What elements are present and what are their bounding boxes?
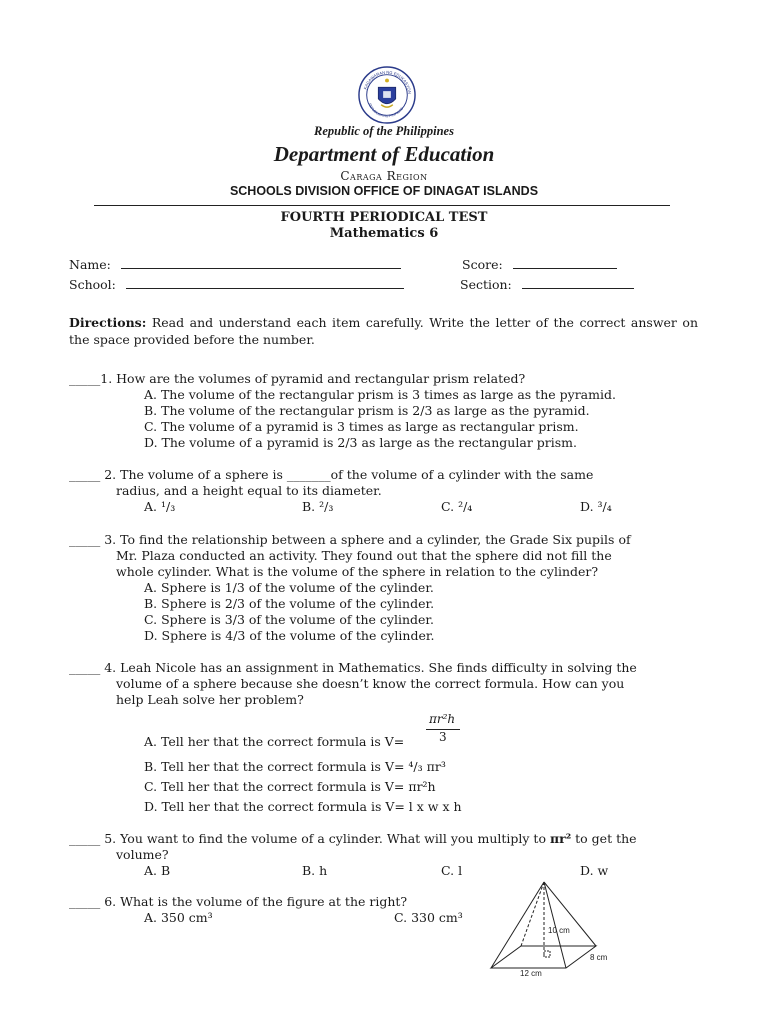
answer-blank[interactable]: _____ [69,831,101,846]
q3-option-c: C. Sphere is 3/3 of the volume of the cylinder. [144,612,434,627]
directions-label: Directions: [69,315,147,330]
q1-option-b: B. The volume of the rectangular prism is 2/3 as large as the pyramid. [144,403,590,418]
section-label: Section: [460,277,512,292]
directions [69,314,698,348]
question-4-stem-line3: help Leah solve her problem? [116,692,304,707]
q3-option-d: D. Sphere is 4/3 of the volume of the cylinder. [144,628,435,643]
answer-blank[interactable]: _____ [69,371,101,386]
formula-numerator: πr²h [429,712,456,726]
region-heading: Caraga Region [340,169,428,183]
answer-blank[interactable]: _____ [69,894,101,909]
q4-option-a: A. Tell her that the correct formula is V= [144,734,405,749]
question-4-stem-line2: volume of a sphere because she doesn’t know the correct formula. How can you [116,676,625,691]
question-4-stem: _____ 4. Leah Nicole has an assignment in Mathematics. She finds difficulty in solving the [69,660,637,675]
name-label: Name: [69,257,111,272]
deped-seal-logo [358,66,416,124]
question-6-stem: _____ 6. What is the volume of the figure at the right? [69,894,408,909]
score-field [462,257,617,272]
q4-option-d: D. Tell her that the correct formula is V= l x w x h [144,799,462,814]
q3-option-a: A. Sphere is 1/3 of the volume of the cylinder. [144,580,434,595]
question-1-stem: _____1. How are the volumes of pyramid and rectangular prism related? [69,371,526,386]
q1-option-d: D. The volume of a pyramid is 2/3 as large as the rectangular prism. [144,435,577,450]
pyramid-edge [491,882,544,968]
question-5-stem-line2: volume? [116,847,169,862]
name-blank[interactable] [121,257,401,269]
test-title: FOURTH PERIODICAL TEST [280,210,488,225]
height-label: 10 cm [548,926,570,935]
header-divider [94,205,670,206]
score-blank[interactable] [513,257,617,269]
q4-option-b: B. Tell her that the correct formula is V= ⁴/₃ πr³ [144,759,446,774]
q5-option-c: C. l [441,863,463,878]
division-heading: SCHOOLS DIVISION OFFICE OF DINAGAT ISLANDS [229,184,539,198]
q5-option-a: A. B [144,863,171,878]
q1-option-a: A. The volume of the rectangular prism is 3 times as large as the pyramid. [144,387,616,402]
name-field [69,257,401,272]
score-label: Score: [462,257,503,272]
school-blank[interactable] [126,277,404,289]
section-field [460,277,634,292]
seal-text-top: KAGAWARAN NG EDUKASYON [362,69,413,95]
q2-option-c: C. ²/₄ [441,499,473,514]
pi-r-squared: πr² [549,831,572,846]
q5-option-b: B. h [302,863,328,878]
question-3-stem-line3: whole cylinder. What is the volume of the sphere in relation to the cylinder? [116,564,599,579]
answer-blank[interactable]: _____ [69,660,101,675]
q2-option-d: D. ³/₄ [580,499,612,514]
pyramid-figure [486,878,616,978]
width-label: 8 cm [590,953,608,962]
answer-blank[interactable]: _____ [69,467,101,482]
question-2-stem-line2: radius, and a height equal to its diameter. [116,483,382,498]
q6-option-a: A. 350 cm³ [144,910,213,925]
q2-option-b: B. ²/₃ [302,499,334,514]
q2-option-a: A. ¹/₃ [144,499,176,514]
q5-option-d: D. w [580,863,609,878]
length-label: 12 cm [520,969,542,978]
test-subject: Mathematics 6 [329,226,439,241]
directions-text: Read and understand each item carefully. Write the letter of the correct answer on the space provided before the number. [69,315,698,347]
formula-denominator: 3 [439,730,447,744]
seal-text-bottom: REPUBLIKA NG PILIPINAS [367,102,405,119]
department-heading: Department of Education [273,142,495,166]
q6-option-c: C. 330 cm³ [394,910,463,925]
question-3-stem-line2: Mr. Plaza conducted an activity. They found out that the sphere did not fill the [116,548,612,563]
section-blank[interactable] [522,277,634,289]
right-angle-marker [544,951,550,957]
q1-option-c: C. The volume of a pyramid is 3 times as large as rectangular prism. [144,419,579,434]
school-label: School: [69,277,116,292]
republic-heading: Republic of the Philippines [314,124,454,138]
q3-option-b: B. Sphere is 2/3 of the volume of the cylinder. [144,596,435,611]
question-5-stem: _____ 5. You want to find the volume of a cylinder. What will you multiply to πr² to get the [69,831,637,846]
school-field [69,277,404,292]
question-2-stem: _____ 2. The volume of a sphere is _______of the volume of a cylinder with the same [69,467,594,482]
q4-option-c: C. Tell her that the correct formula is V= πr²h [144,779,436,794]
answer-blank[interactable]: _____ [69,532,101,547]
question-3-stem: _____ 3. To find the relationship between a sphere and a cylinder, the Grade Six pupils of [69,532,631,547]
